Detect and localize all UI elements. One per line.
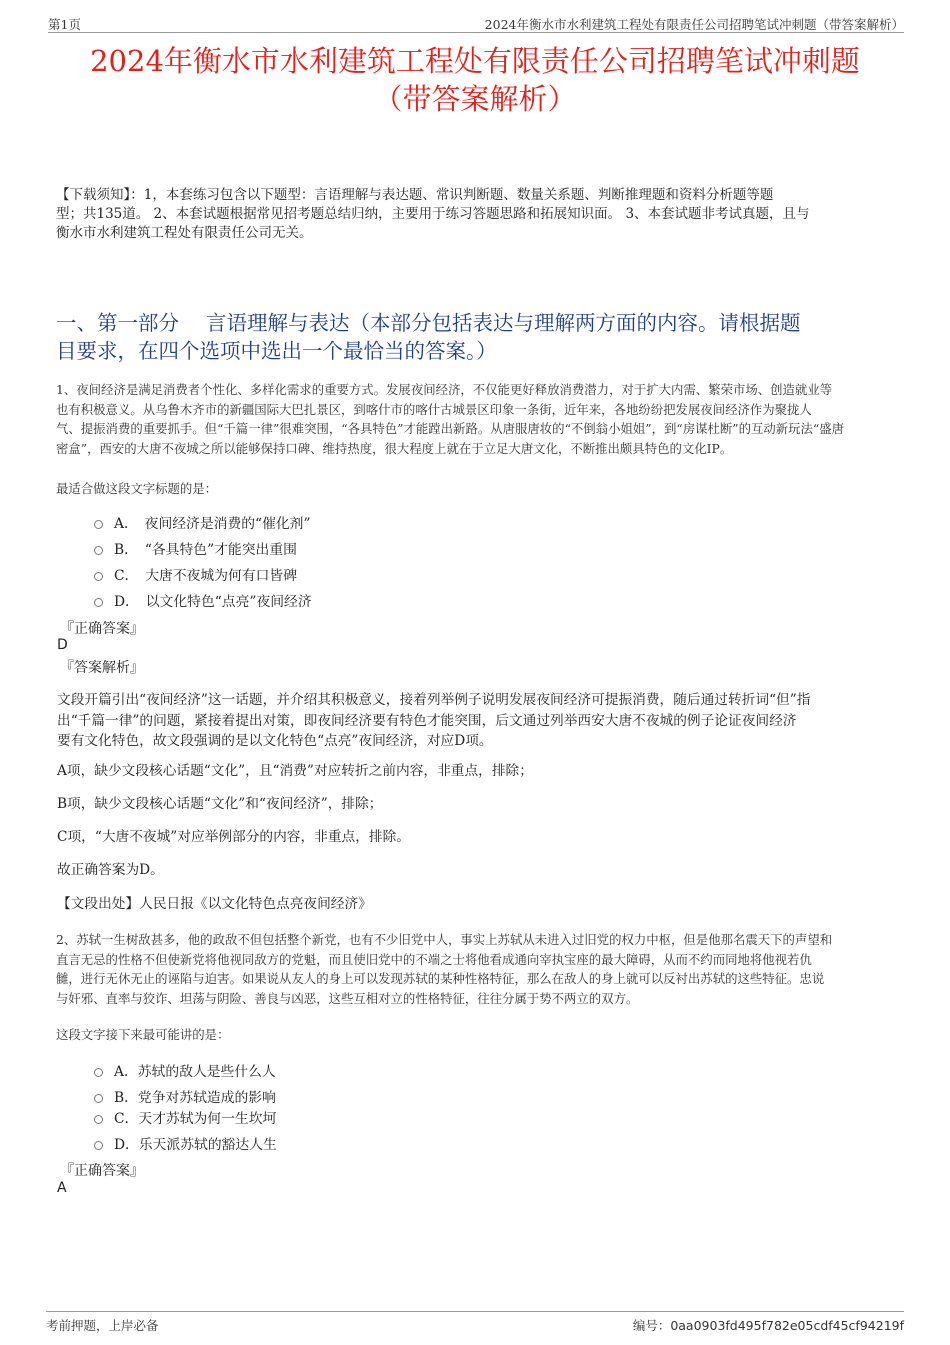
q1-passage <box>56 380 896 458</box>
passage-line: 密盒”，西安的大唐不夜城之所以能够保持口碑、维持热度，很大程度上就在于立足大唐文化，不断推出颇具特色的文化IP。 <box>56 440 733 456</box>
option-label: C． 大唐不夜城为何有口皆碑 <box>114 568 298 584</box>
q1-conclusion: 故正确答案为D。 <box>57 862 164 878</box>
download-notice <box>56 186 898 243</box>
q1-source: 【文段出处】人民日报《以文化特色点亮夜间经济》 <box>57 896 372 912</box>
option-label: A．苏轼的敌人是些什么人 <box>114 1064 276 1080</box>
q2-option-c[interactable] <box>94 1107 276 1127</box>
q1-analysis-a: A项，缺少文段核心话题“文化”，且“消费”对应转折之前内容，非重点，排除； <box>57 763 533 779</box>
option-label: C．天才苏轼为何一生坎坷 <box>114 1111 277 1127</box>
q2-option-a[interactable] <box>94 1060 276 1080</box>
notice-line: 【下载须知】：1，本套练习包含以下题型：言语理解与表达题、常识判断题、数量关系题、判断推理题和资料分析题等题 <box>56 187 774 203</box>
passage-line: 直言无忌的性格不但使新党将他视同敌方的党魁，而且使旧党中的不端之士将他看成通向宰执宝座的最大障碍，从而不约而同地将他视若仇 <box>56 951 812 967</box>
document-title <box>30 42 920 118</box>
q1-analysis-label: 『答案解析』 <box>60 660 144 676</box>
radio-icon[interactable] <box>94 572 103 581</box>
passage-line: 2、苏轼一生树敌甚多，他的政敌不但包括整个新党，也有不少旧党中人，事实上苏轼从未进入过旧党的权力中枢，但是他那名震天下的声望和 <box>56 932 833 947</box>
q2-answer: A <box>57 1180 67 1196</box>
radio-icon[interactable] <box>94 1115 103 1124</box>
q2-option-b[interactable] <box>94 1086 276 1106</box>
passage-line: 雠，进行无休无止的诬陷与迫害。如果说从友人的身上可以发现苏轼的某种性格特征，那么在敌人的身上就可以反衬出苏轼的这些特征。忠说 <box>56 971 825 987</box>
q1-answer: D <box>57 637 68 653</box>
page-footer <box>46 1311 904 1337</box>
radio-icon[interactable] <box>94 1141 103 1150</box>
option-label: D． 以文化特色“点亮”夜间经济 <box>114 594 312 610</box>
q2-option-d[interactable] <box>94 1133 277 1153</box>
footer-slogan: 考前押题，上岸必备 <box>46 1318 159 1333</box>
section-heading <box>56 309 896 365</box>
page-header <box>48 12 904 33</box>
q1-option-c[interactable] <box>94 564 297 584</box>
q1-answer-label: 『正确答案』 <box>60 621 144 637</box>
section-heading-line-2: 目要求，在四个选项中选出一个最恰当的答案。） <box>56 339 497 363</box>
radio-icon[interactable] <box>94 598 103 607</box>
page-number: 第1页 <box>48 17 81 32</box>
title-line-2: （带答案解析） <box>373 82 577 116</box>
q1-option-d[interactable] <box>94 590 312 610</box>
option-label: A． 夜间经济是消费的“催化剂” <box>114 516 311 532</box>
q1-analysis <box>57 690 897 752</box>
analysis-line: 出“千篇一律”的问题，紧接着提出对策，即夜间经济要有特色才能突围，后文通过列举西安大唐不夜城的例子论证夜间经济 <box>57 712 797 729</box>
radio-icon[interactable] <box>94 1068 103 1077</box>
analysis-line: 文段开篇引出“夜间经济”这一话题，并介绍其积极意义，接着列举例子说明发展夜间经济可提振消费，随后通过转折词“但”指 <box>57 692 811 708</box>
option-label: D．乐天派苏轼的豁达人生 <box>114 1137 277 1153</box>
footer-doc-id: 编号：0aa0903fd495f782e05cdf45cf94219f <box>632 1318 904 1333</box>
radio-icon[interactable] <box>94 546 103 555</box>
q1-question: 最适合做这段文字标题的是： <box>56 481 218 496</box>
option-label: B．党争对苏轼造成的影响 <box>114 1090 276 1106</box>
title-line-1: 2024年衡水市水利建筑工程处有限责任公司招聘笔试冲刺题 <box>90 44 860 78</box>
notice-line: 衡水市水利建筑工程处有限责任公司无关。 <box>56 225 313 241</box>
radio-icon[interactable] <box>94 520 103 529</box>
q1-analysis-b: B项，缺少文段核心话题“文化”和“夜间经济”，排除； <box>57 796 383 812</box>
q2-passage <box>56 930 896 1008</box>
radio-icon[interactable] <box>94 1094 103 1103</box>
q2-answer-label: 『正确答案』 <box>60 1163 144 1179</box>
passage-line: 气、提振消费的重要抓手。但“千篇一律”很难突围，“各具特色”才能蹚出新路。从唐服唐妆的“不倒翁小姐姐”，到“房谋杜断”的互动新玩法“盛唐 <box>56 421 845 437</box>
header-doc-title: 2024年衡水市水利建筑工程处有限责任公司招聘笔试冲刺题（带答案解析） <box>484 17 904 32</box>
passage-line: 与奸邪、直率与狡诈、坦荡与阴险、善良与凶恶，这些互相对立的性格特征，往往分属于势不两立的双方。 <box>56 990 639 1006</box>
q1-option-b[interactable] <box>94 538 297 558</box>
q1-option-a[interactable] <box>94 512 311 532</box>
section-heading-line-1: 一、第一部分 言语理解与表达（本部分包括表达与理解两方面的内容。请根据题 <box>56 311 801 335</box>
q2-question: 这段文字接下来最可能讲的是： <box>56 1027 230 1042</box>
analysis-line: 要有文化特色，故文段强调的是以文化特色“点亮”夜间经济，对应D项。 <box>57 733 493 749</box>
passage-line: 也有积极意义。从乌鲁木齐市的新疆国际大巴扎景区，到喀什市的喀什古城景区印象一条街，近年来，各地纷纷把发展夜间经济作为聚拢人 <box>56 401 812 417</box>
option-label: B． “各具特色”才能突出重围 <box>114 542 297 558</box>
passage-line: 1、夜间经济是满足消费者个性化、多样化需求的重要方式。发展夜间经济，不仅能更好释放消费潜力，对于扩大内需、繁荣市场、创造就业等 <box>56 382 833 397</box>
notice-line: 型；共135道。 2、本套试题根据常见招考题总结归纳，主要用于练习答题思路和拓展知识面。 3、本套试题非考试真题，且与 <box>56 206 810 222</box>
q1-analysis-c: C项，“大唐不夜城”对应举例部分的内容，非重点，排除。 <box>57 829 410 845</box>
